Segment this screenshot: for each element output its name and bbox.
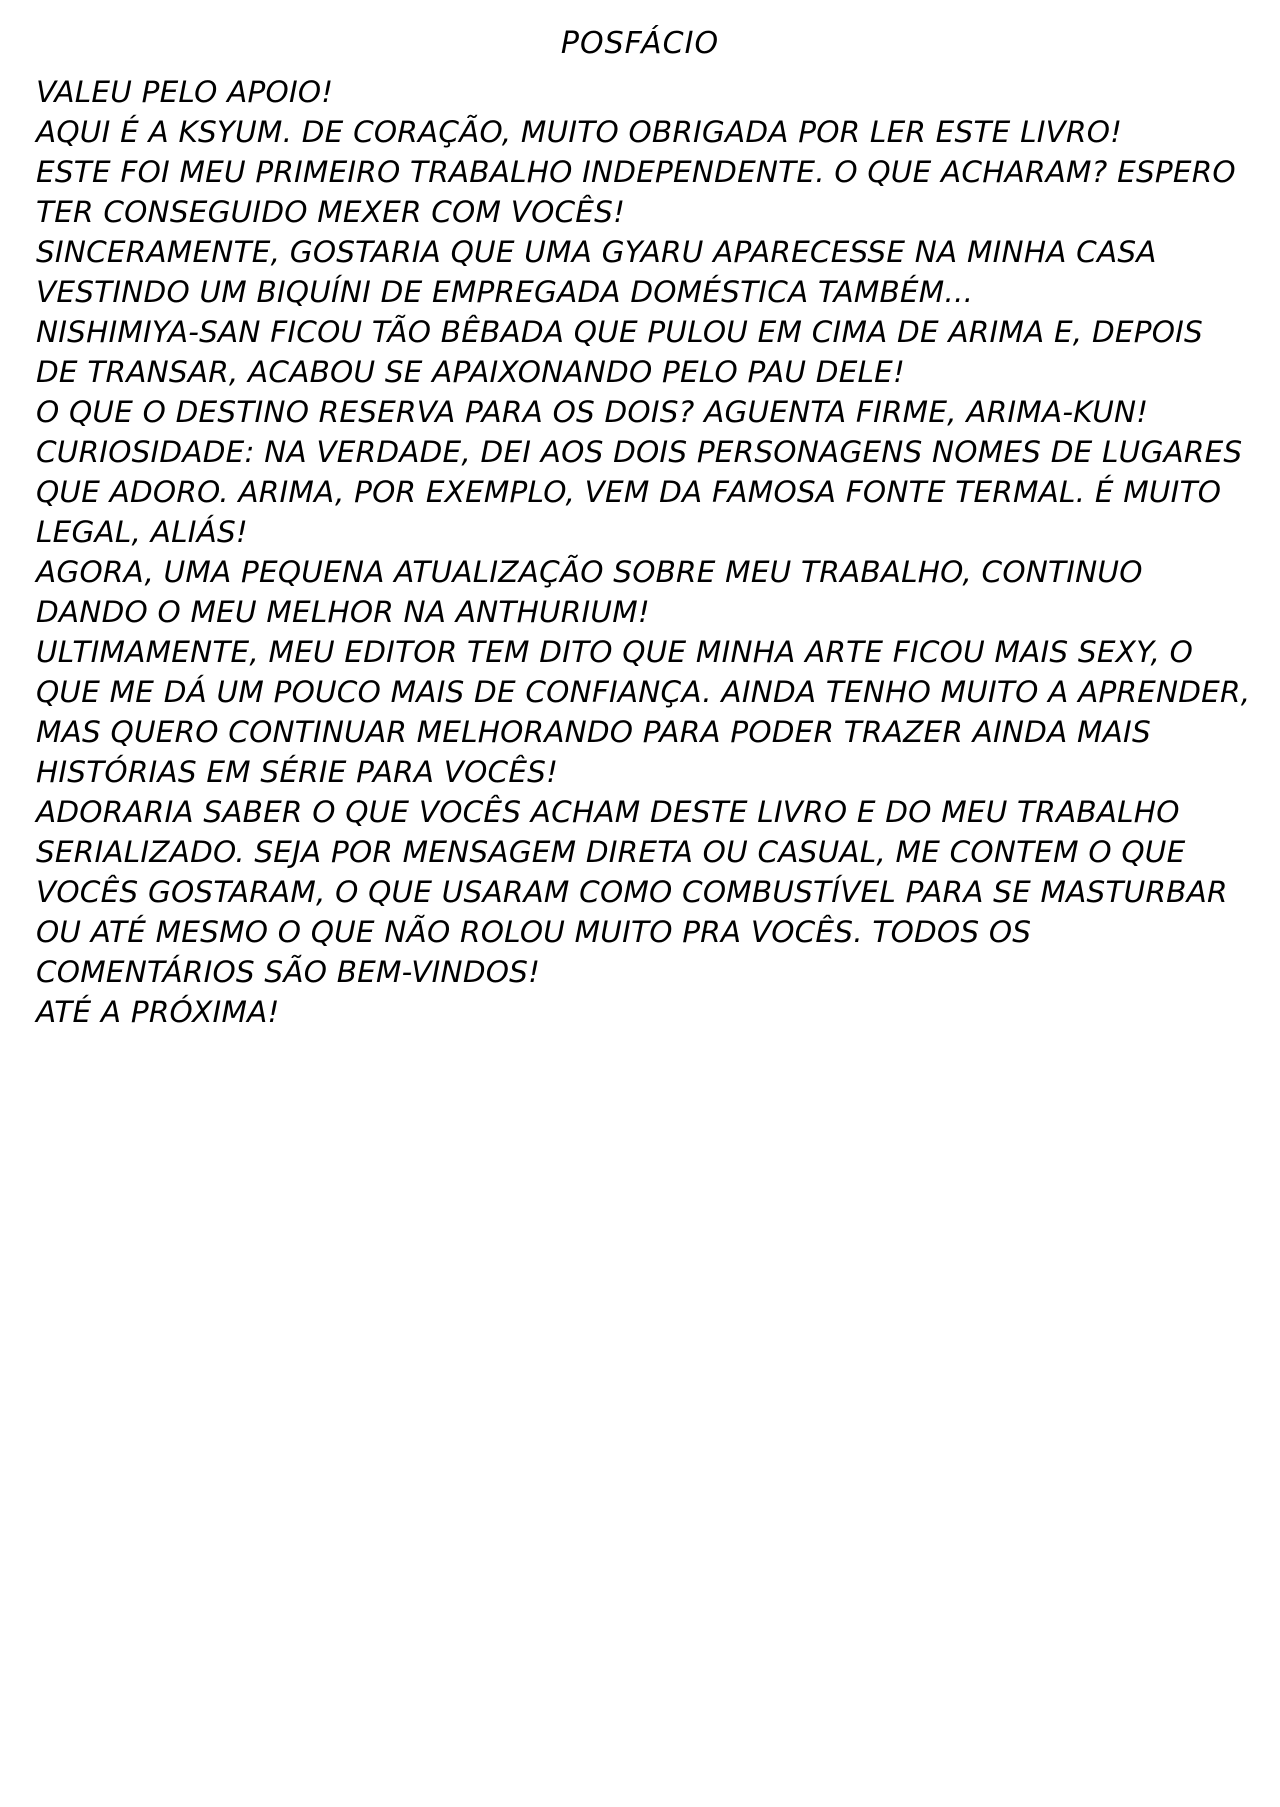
paragraph: ESTE FOI MEU PRIMEIRO TRABALHO INDEPENDENTE. O QUE ACHARAM? ESPERO TER CONSEGUIDO MEXER COM VOCÊS! [36, 155, 1236, 229]
paragraph: ATÉ A PRÓXIMA! [36, 995, 280, 1029]
paragraph: SINCERAMENTE, GOSTARIA QUE UMA GYARU APARECESSE NA MINHA CASA VESTINDO UM BIQUÍNI DE EMPREGADA DOMÉSTICA TAMBÉM... [36, 235, 1157, 309]
afterword-body [36, 72, 1251, 1032]
paragraph: ADORARIA SABER O QUE VOCÊS ACHAM DESTE LIVRO E DO MEU TRABALHO SERIALIZADO. SEJA POR MENSAGEM DIRETA OU CASUAL, ME CONTEM O QUE VOCÊS GOSTARAM, O QUE USARAM COMO COMBUSTÍVEL PARA SE MASTURBAR OU ATÉ MESMO O QUE NÃO ROLOU MUITO PRA VOCÊS. TODOS OS COMENTÁRIOS SÃO BEM-VINDOS! [36, 795, 1228, 989]
paragraph: AGORA, UMA PEQUENA ATUALIZAÇÃO SOBRE MEU TRABALHO, CONTINUO DANDO O MEU MELHOR NA ANTHURIUM! [36, 555, 1143, 629]
paragraph: AQUI É A KSYUM. DE CORAÇÃO, MUITO OBRIGADA POR LER ESTE LIVRO! [36, 115, 1123, 149]
paragraph: VALEU PELO APOIO! [36, 75, 334, 109]
paragraph: NISHIMIYA-SAN FICOU TÃO BÊBADA QUE PULOU EM CIMA DE ARIMA E, DEPOIS DE TRANSAR, ACABOU SE APAIXONANDO PELO PAU DELE! [36, 315, 1203, 389]
paragraph: ULTIMAMENTE, MEU EDITOR TEM DITO QUE MINHA ARTE FICOU MAIS SEXY, O QUE ME DÁ UM POUCO MAIS DE CONFIANÇA. AINDA TENHO MUITO A APRENDER, MAS QUERO CONTINUAR MELHORANDO PARA PODER TRAZER AINDA MAIS HISTÓRIAS EM SÉRIE PARA VOCÊS! [36, 635, 1251, 789]
paragraph: O QUE O DESTINO RESERVA PARA OS DOIS? AGUENTA FIRME, ARIMA-KUN! CURIOSIDADE: NA VERDADE, DEI AOS DOIS PERSONAGENS NOMES DE LUGARES QUE ADORO. ARIMA, POR EXEMPLO, VEM DA FAMOSA FONTE TERMAL. É MUITO LEGAL, ALIÁS! [36, 395, 1243, 549]
page-title: POSFÁCIO [560, 26, 720, 61]
